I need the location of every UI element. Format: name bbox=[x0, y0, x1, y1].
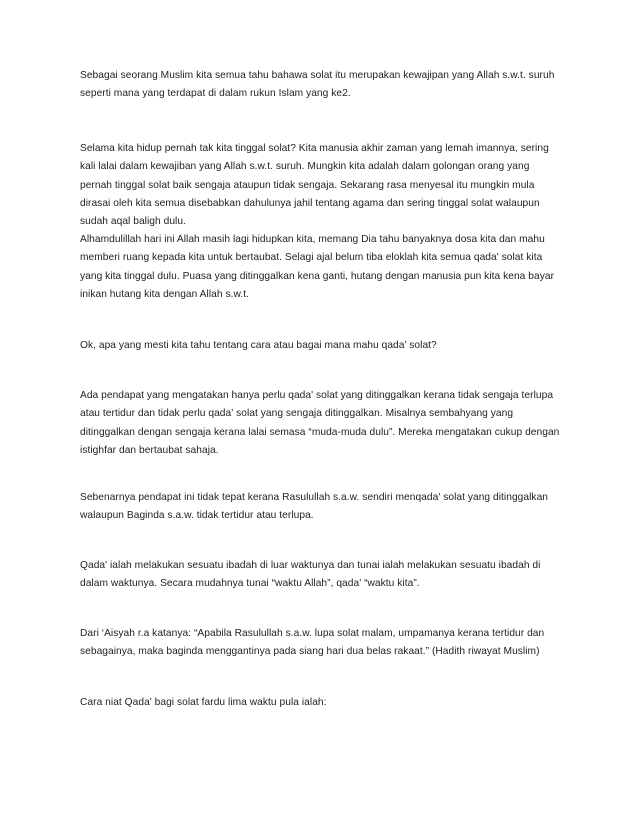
paragraph-4: Ok, apa yang mesti kita tahu tentang cara atau bagai mana mahu qada’ solat? bbox=[80, 340, 437, 351]
paragraph-8: Dari ‘Aisyah r.a katanya: “Apabila Rasulullah s.a.w. lupa solat malam, umpamanya kerana tertidur dan sebagainya, maka baginda menggantinya pada siang hari dua belas rakaat.” (Hadith riwayat Muslim) bbox=[80, 628, 545, 658]
paragraph-7: Qada' ialah melakukan sesuatu ibadah di luar waktunya dan tunai ialah melakukan sesuatu ibadah di dalam waktunya. Secara mudahnya tunai “waktu Allah”, qada' “waktu kita”. bbox=[80, 560, 541, 590]
paragraph-2: Selama kita hidup pernah tak kita tinggal solat? Kita manusia akhir zaman yang lemah imannya, sering kali lalai dalam kewajiban yang Allah s.w.t. suruh. Mungkin kita adalah dalam golongan orang yang pernah tinggal solat baik sengaja ataupun tidak sengaja. Sekarang rasa menyesal itu mungkin mula dirasai oleh kita semua disebabkan dahulunya jahil tentang agama dan sering tinggal solat walaupun sudah aqal baligh dulu. bbox=[80, 143, 549, 228]
paragraph-3: Alhamdulillah hari ini Allah masih lagi hidupkan kita, memang Dia tahu banyaknya dosa kita dan mahu memberi ruang kepada kita untuk bertaubat. Selagi ajal belum tiba eloklah kita semua qada' solat kita yang kita tinggal dulu. Puasa yang ditinggalkan kena ganti, hutang dengan manusia pun kita kena bayar inikan hutang kita dengan Allah s.w.t. bbox=[80, 234, 555, 300]
paragraph-5: Ada pendapat yang mengatakan hanya perlu qada' solat yang ditinggalkan kerana tidak sengaja terlupa atau tertidur dan tidak perlu qada' solat yang sengaja ditinggalkan. Misalnya sembahyang yang ditinggalkan dengan sengaja kerana lalai semasa “muda-muda dulu”. Mereka mengatakan cukup dengan istighfar dan bertaubat sahaja. bbox=[80, 390, 560, 456]
paragraph-1: Sebagai seorang Muslim kita semua tahu bahawa solat itu merupakan kewajipan yang Allah s.w.t. suruh seperti mana yang terdapat di dalam rukun Islam yang ke2. bbox=[80, 70, 555, 100]
paragraph-9: Cara niat Qada' bagi solat fardu lima waktu pula ialah: bbox=[80, 697, 327, 708]
paragraph-6: Sebenarnya pendapat ini tidak tepat kerana Rasulullah s.a.w. sendiri menqada' solat yang ditinggalkan walaupun Baginda s.a.w. tidak tertidur atau terlupa. bbox=[80, 492, 549, 522]
